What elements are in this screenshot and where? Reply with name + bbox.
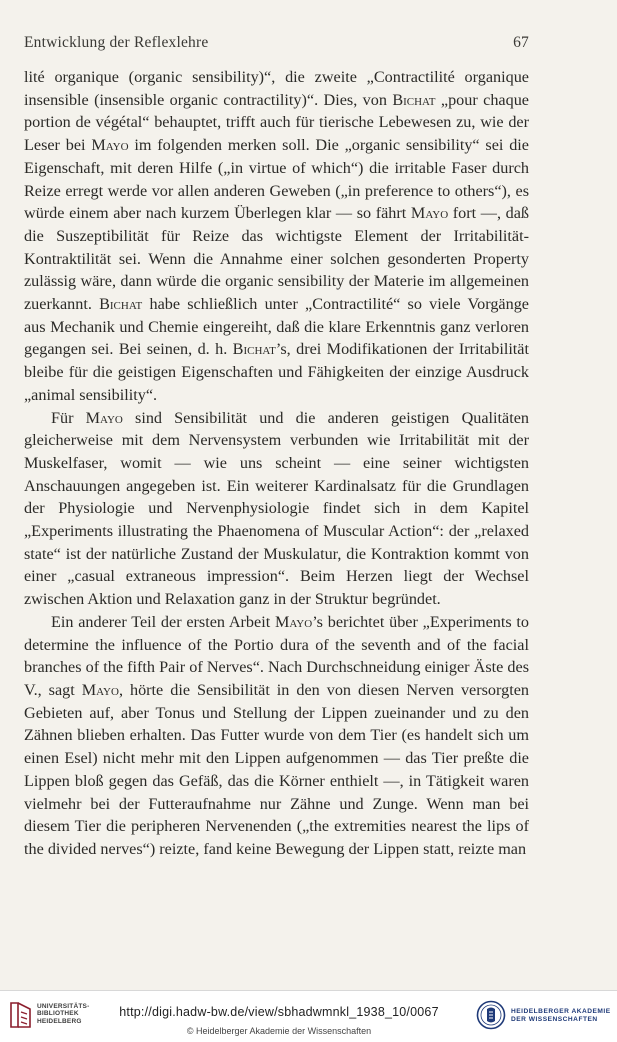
text-run: ’s, drei Modifikationen der Irritabilität bleibe für die geistigen Eigenschaften und Fähigkeiten der einzige Ausdruck „animal sensibility“. [24, 340, 529, 404]
digitization-footer [0, 990, 617, 1042]
permalink-url[interactable]: http://digi.hadw-bw.de/view/sbhadwmnkl_1938_10/0067 [119, 1005, 439, 1019]
text-run: Für [51, 408, 86, 427]
text-run: „pour chaque portion de végétal“ behauptet, trifft auch für tierische Lebewesen zu, wie der Leser bei [24, 90, 529, 155]
text-run: habe schließlich unter „Contractilité“ so viele Vorgänge aus Mechanik und Chemie eingereiht, daß die klare Erkenntnis ganz verloren gegangen sei. Bei seinen, d. h. [24, 295, 529, 359]
author-name: Mayo [91, 136, 129, 155]
page-number: 67 [513, 34, 529, 51]
running-title: Entwicklung der Reflexlehre [24, 34, 209, 51]
author-name: Mayo [410, 204, 449, 223]
text-run: , hörte die Sensibilität in den von diesen Nerven versorgten Gebieten auf, aber Tonus und Stellung der Lippen zueinander und zu den Zähnen blieben erhalten. Das Futter wurde von dem Tier (es handelt sich um einen Esel) nicht mehr mit den Lippen aufgenommen — das Tier preßte die Lippen bloß gegen das Gefäß, das die Körner enthielt —, in Tätigkeit waren vielmehr bei der Futteraufnahme nur Zähne und Zunge. Wenn man bei diesem Tier die peripheren Nervenenden („the extremities nearest the lips of the divided nerves“) reizte, fand keine Bewegung der Lippen statt, reizte man [24, 680, 529, 858]
paragraph-3 [24, 611, 529, 861]
author-name: Bichat [392, 90, 436, 109]
body-text [24, 66, 529, 861]
author-name: Bichat [232, 340, 276, 359]
text-run: im folgenden merken soll. Die „organic sensibility“ sei die Eigenschaft, mit deren Hilfe („in virtue of which“) die irritable Faser durch Reize erregt werde vor allen anderen Geweben („in preference to others“), es würde einem aber nach kurzem Überlegen klar — so fährt [24, 136, 529, 223]
text-run: sind Sensibilität und die anderen geistigen Qualitäten gleicherweise mit dem Nervensystem verbunden wie Irritabilität mit der Muskelfaser, womit — wie uns scheint — eine seiner wichtigsten Anschauungen angegeben ist. Ein weiterer Kardinalsatz für die Grundlagen der Physiologie und Nervenphysiologie findet sich in dem Kapitel „Experiments illustrating the Phaenomena of Muscular Action“: der „relaxed state“ ist der natürliche Zustand der Muskulatur, die Kontraktion kommt von einer „casual extraneous impression“. Beim Herzen liegt der Wechsel zwischen Aktion und Relaxation ganz in der Struktur begründet. [24, 408, 529, 609]
author-name: Mayo [81, 680, 119, 699]
text-run: fort —, daß die Suszeptibilität für Reize das wichtigste Element der Irritabilität-Kontraktilität sei. Wenn die Annahme einer solchen gesonderten Property zulässig wäre, dann würde die organic sensibility der Materie im allgemeinen zuerkannt. [24, 204, 529, 314]
running-head [24, 34, 529, 52]
author-name: Mayo [85, 408, 123, 427]
university-library-name[interactable]: UNIVERSITÄTS- BIBLIOTHEK HEIDELBERG [37, 1003, 90, 1025]
academy-seal-icon[interactable] [476, 1000, 506, 1030]
author-name: Bichat [99, 295, 143, 314]
paragraph-2 [24, 407, 529, 611]
author-name: Mayo [274, 612, 313, 631]
text-run: ’s berichtet über „Experiments to determine the influence of the Portio dura of the seventh and of the facial branches of the fifth Pair of Nerves“. Nach Durchschneidung einiger Äste des V., sagt [24, 612, 529, 699]
academy-name[interactable]: HEIDELBERGER AKADEMIE DER WISSENSCHAFTEN [511, 1008, 611, 1023]
text-run: lité organique (organic sensibility)“, die zweite „Contractilité organique insensible (insensible organic contractility)“. Dies, von [24, 68, 529, 109]
paragraph-1 [24, 66, 529, 407]
text-run: Ein anderer Teil der ersten Arbeit [51, 612, 275, 631]
university-library-logo-icon[interactable] [8, 1000, 34, 1030]
copyright-notice: © Heidelberger Akademie der Wissenschaften [186, 1026, 372, 1036]
